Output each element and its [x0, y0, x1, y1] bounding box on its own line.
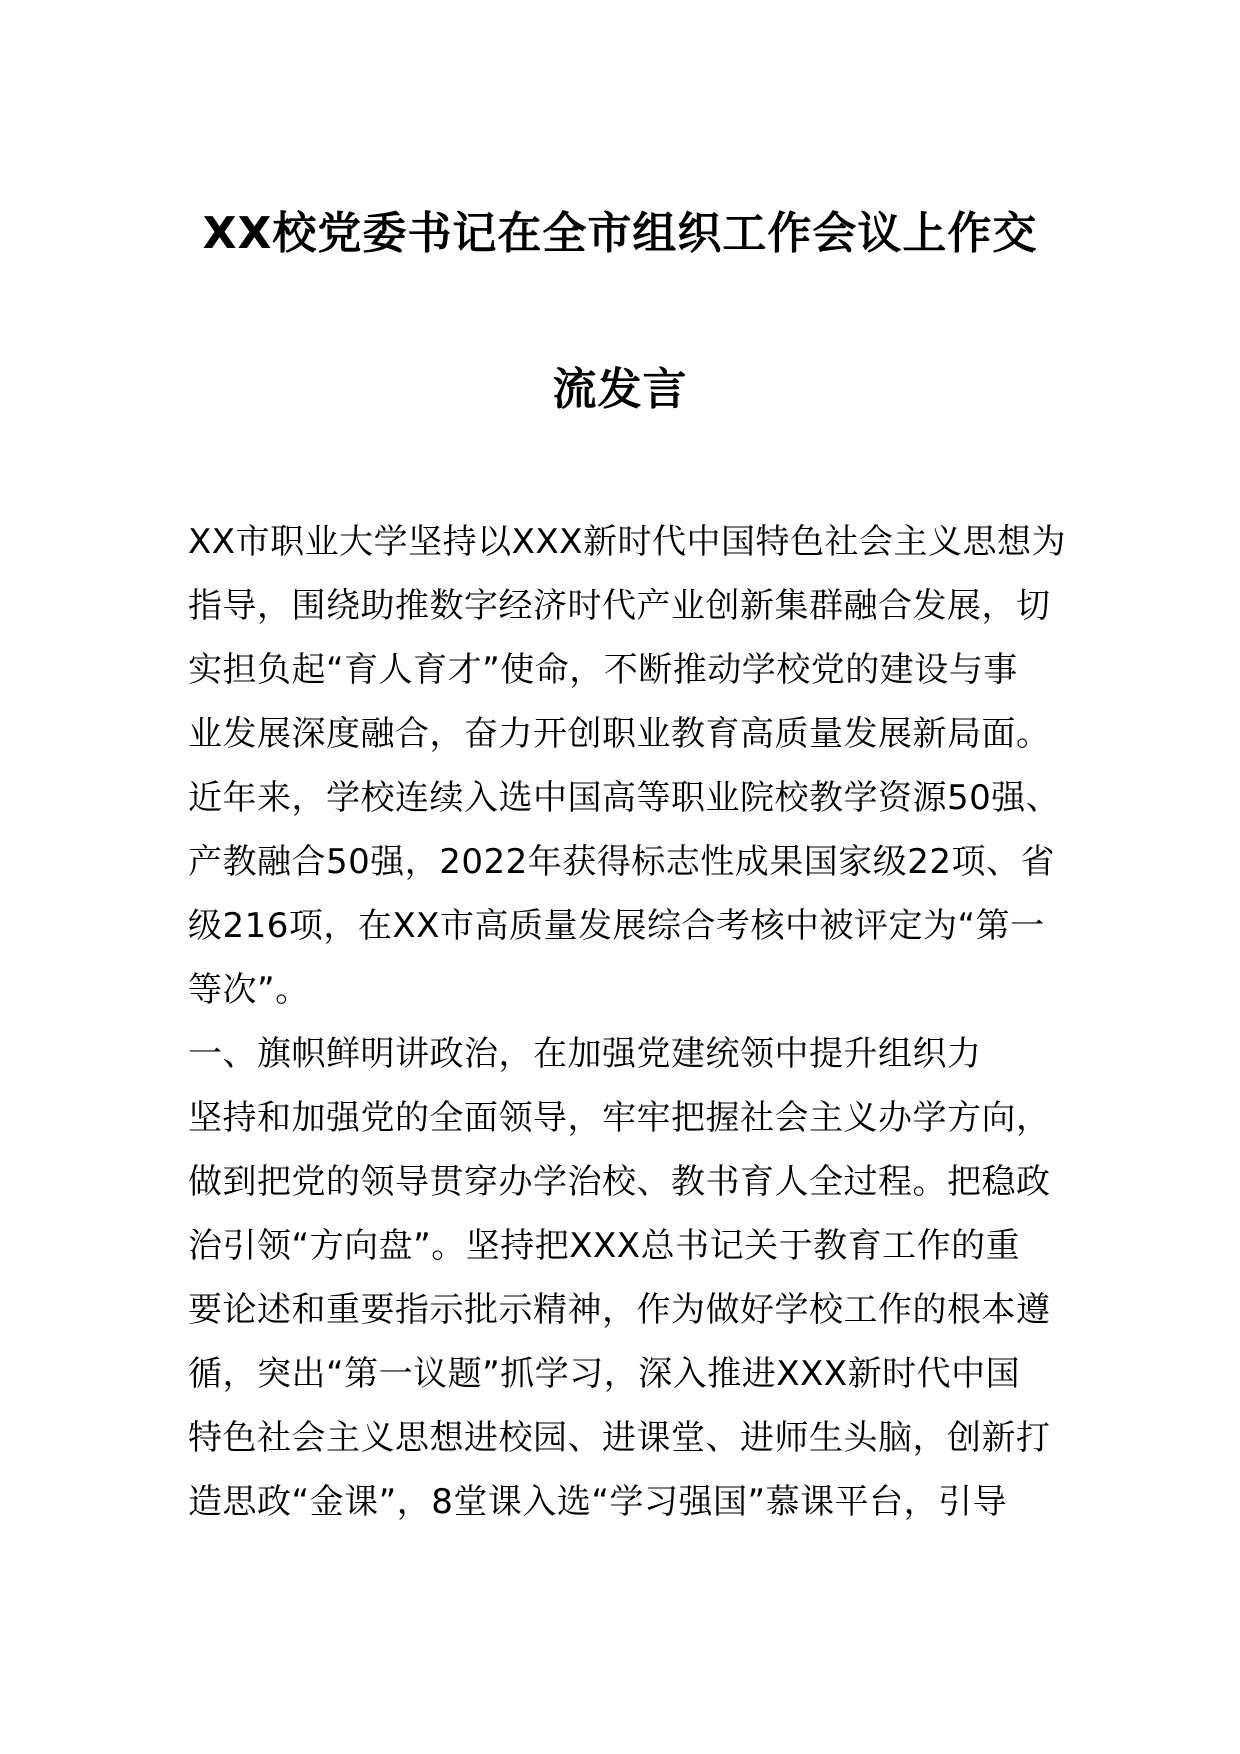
body-line: 业发展深度融合，奋力开创职业教育高质量发展新局面。 [188, 714, 1051, 754]
body-line: 特色社会主义思想进校园、进课堂、进师生头脑，创新打 [188, 1418, 1051, 1458]
body-line: XX市职业大学坚持以XXX新时代中国特色社会主义思想为 [188, 522, 1066, 562]
body-line: 治引领“方向盘”。坚持把XXX总书记关于教育工作的重 [188, 1226, 1021, 1266]
body-line: 产教融合50强，2022年获得标志性成果国家级22项、省 [188, 842, 1056, 882]
body-line: 等次”。 [188, 970, 310, 1010]
body-line: 级216项，在XX市高质量发展综合考核中被评定为“第一 [188, 906, 1045, 946]
body-line: 坚持和加强党的全面领导，牢牢把握社会主义办学方向， [188, 1098, 1051, 1138]
body-line: 要论述和重要指示批示精神，作为做好学校工作的根本遵 [188, 1290, 1051, 1330]
document-title-line-2: 流发言 [552, 364, 688, 415]
section-heading: 一、旗帜鲜明讲政治，在加强党建统领中提升组织力 [188, 1034, 982, 1074]
body-line: 近年来，学校连续入选中国高等职业院校教学资源50强、 [188, 778, 1061, 818]
body-line: 造思政“金课”，8堂课入选“学习强国”慕课平台，引导 [188, 1482, 1008, 1522]
body-line: 做到把党的领导贯穿办学治校、教书育人全过程。把稳政 [188, 1162, 1051, 1202]
body-line: 指导，围绕助推数字经济时代产业创新集群融合发展，切 [188, 586, 1051, 626]
body-line: 循，突出“第一议题”抓学习，深入推进XXX新时代中国 [188, 1354, 1021, 1394]
document-title-line-1: XX校党委书记在全市组织工作会议上作交 [202, 208, 1038, 259]
body-line: 实担负起“育人育才”使命，不断推动学校党的建设与事 [188, 650, 1018, 690]
